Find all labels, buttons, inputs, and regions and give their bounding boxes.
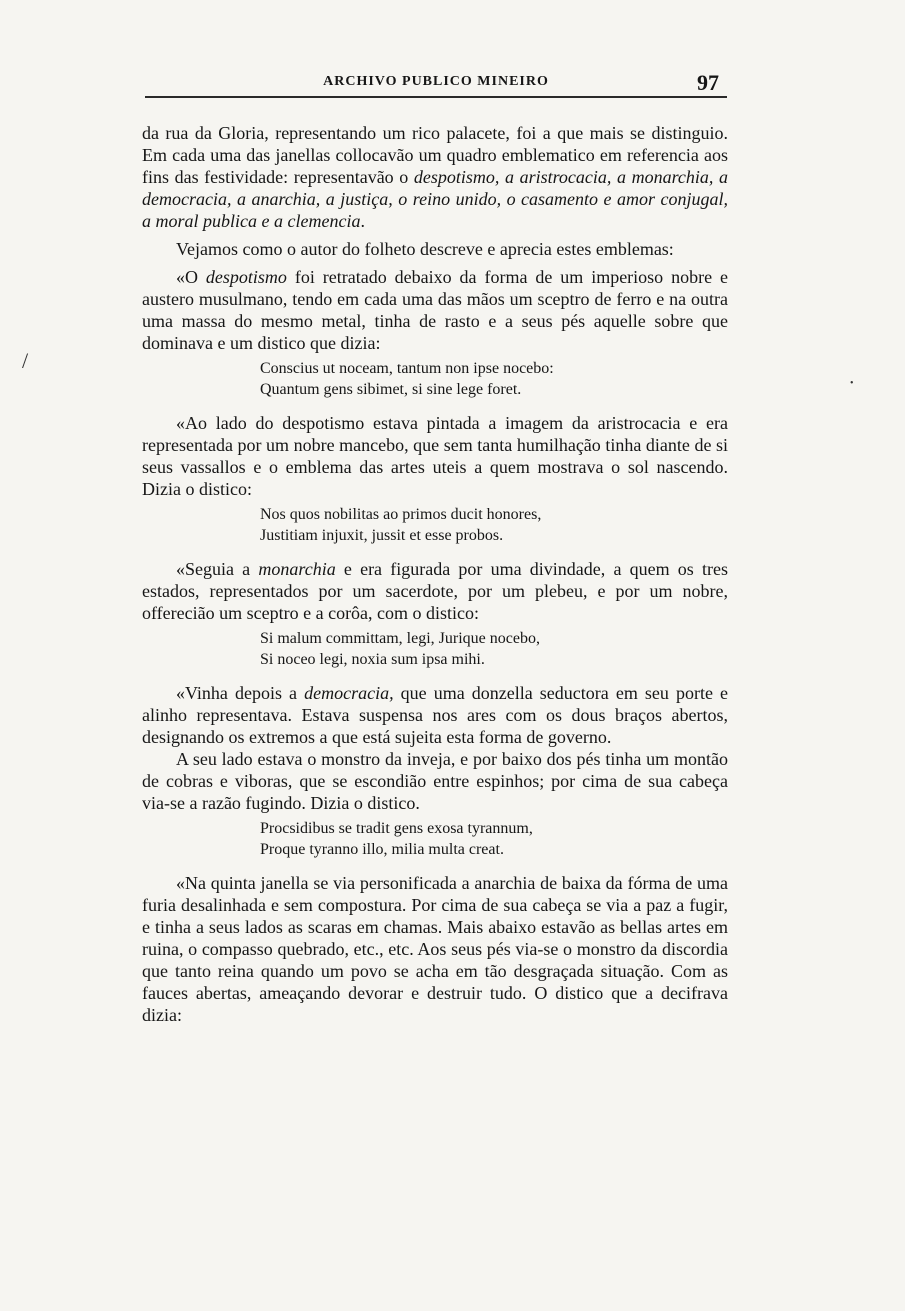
- paragraph-vejamos: [142, 238, 728, 260]
- paragraph-text: que uma donzella seductora em seu porte e alinho representava. Estava suspensa nos ares com os dous braços abertos, designando os extremos a que está sujeita esta forma de governo.: [142, 683, 728, 747]
- emphasis-term: democracia,: [304, 683, 394, 703]
- paragraph-anarchia: [142, 872, 728, 1026]
- margin-dot: •: [850, 378, 854, 389]
- page-header: [145, 72, 727, 98]
- emblem-list: despotismo, a aristrocacia, a monarchia, a democracia, a anarchia, a justiça, o reino unido, o casamento e amor conjugal, a moral publica e a clemencia: [142, 167, 728, 231]
- verse-line: Quantum gens sibimet, si sine lege foret.: [260, 381, 522, 398]
- emphasis-term: monarchia: [258, 559, 336, 579]
- paragraph-monarchia: [142, 558, 728, 624]
- distich-democracia: [260, 818, 728, 860]
- verse-line: Nos quos nobilitas ao primos ducit honores,: [260, 506, 542, 523]
- paragraph-text: da rua da Gloria, representando um rico palacete, foi a que mais se distinguio. Em cada uma das janellas collocavão um quadro emblematico em referencia aos fins das festividade: representavão o: [142, 123, 728, 187]
- margin-mark: /: [22, 348, 29, 373]
- paragraph-despotismo: [142, 266, 728, 354]
- verse-line: Proque tyranno illo, milia multa creat.: [260, 841, 504, 858]
- verse-line: Si noceo legi, noxia sum ipsa mihi.: [260, 651, 485, 668]
- running-title: ARCHIVO PUBLICO MINEIRO: [323, 74, 549, 89]
- distich-aristrocacia: [260, 504, 728, 546]
- paragraph-text: A seu lado estava o monstro da inveja, e por baixo dos pés tinha um montão de cobras e viboras, que se escondião entre espinhos; por cima de sua cabeça via-se a razão fugindo. Dizia o distico.: [142, 749, 728, 813]
- verse-line: Justitiam injuxit, jussit et esse probos.: [260, 527, 504, 544]
- paragraph-text: «Na quinta janella se via personificada a anarchia de baixa da fórma de uma furia desalinhada e sem compostura. Por cima de sua cabeça se via a paz a fugir, e tinha a seus lados as scaras em chamas. Mais abaixo estavão as bellas artes em ruina, o compasso quebrado, etc., etc. Aos seus pés via-se o monstro da discordia que tanto reina quando um povo se acha em tão desgraçada situação. Com as fauces abertas, ameaçando devorar e destruir tudo. O distico que a decifrava dizia:: [142, 873, 728, 1025]
- verse-line: Si malum committam, legi, Jurique nocebo,: [260, 630, 540, 647]
- body-text: [142, 122, 728, 1026]
- page-number: 97: [697, 70, 719, 95]
- paragraph-democracia: [142, 682, 728, 748]
- paragraph-text: «Seguia a: [176, 559, 259, 579]
- paragraph-inveja: [142, 748, 728, 814]
- paragraph-text: «Ao lado do despotismo estava pintada a imagem da aristrocacia e era representada por um nobre mancebo, que sem tanta humilhação tinha diante de si seus vassallos e o emblema das artes uteis a quem mostrava o sol nascendo. Dizia o distico:: [142, 413, 728, 499]
- verse-line: Procsidibus se tradit gens exosa tyrannum,: [260, 820, 533, 837]
- paragraph-text: foi retratado debaixo da forma de um imperioso nobre e austero musulmano, tendo em cada uma das mãos um sceptro de ferro e na outra uma massa do mesmo metal, tinha de rasto e a seus pés aquelle sobre que dominava e um distico que dizia:: [142, 267, 728, 353]
- paragraph-text: e era figurada por uma divindade, a quem os tres estados, representados por um sacerdote, por um plebeu, e por um nobre, offerecião um sceptro e a corôa, com o distico:: [142, 559, 728, 623]
- paragraph-text: .: [360, 211, 365, 231]
- paragraph-intro: [142, 122, 728, 232]
- paragraph-text: «O: [176, 267, 206, 287]
- distich-despotismo: [260, 358, 728, 400]
- distich-monarchia: [260, 628, 728, 670]
- paragraph-aristrocacia: [142, 412, 728, 500]
- verse-line: Conscius ut noceam, tantum non ipse nocebo:: [260, 360, 554, 377]
- paragraph-text: «Vinha depois a: [176, 683, 305, 703]
- emphasis-term: despotismo: [205, 267, 287, 287]
- paragraph-text: Vejamos como o autor do folheto descreve e aprecia estes emblemas:: [176, 239, 674, 259]
